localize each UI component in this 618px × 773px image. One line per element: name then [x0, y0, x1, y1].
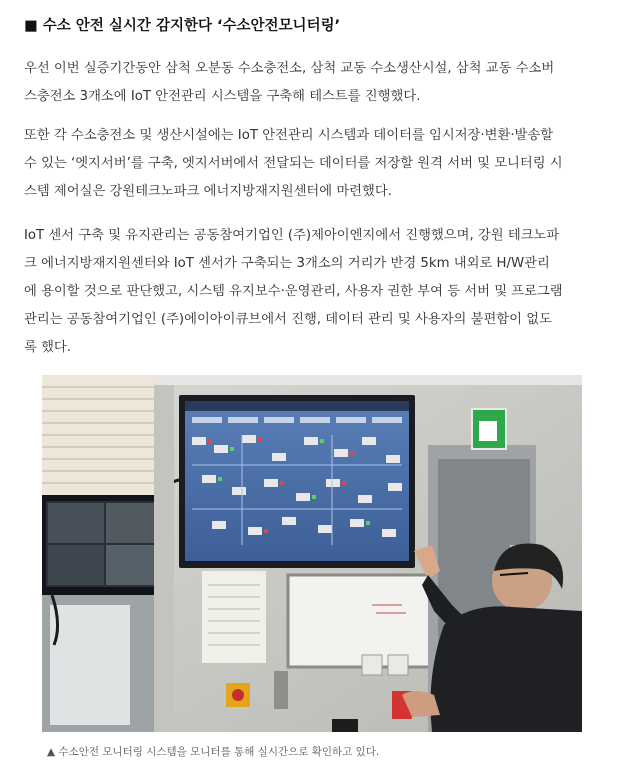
paragraph-line: 록 했다.: [24, 340, 71, 355]
paragraph-line: 에 용이할 것으로 판단했고, 시스템 유지보수·운영관리, 사용자 권한 부여 등 서버 및 프로그램: [24, 284, 563, 299]
paragraph-line: 관리는 공동참여기업인 (주)에이아이큐브에서 진행, 데이터 관리 및 사용자의 불편함이 없도: [24, 312, 552, 327]
paragraph-line: IoT 센서 구축 및 유지관리는 공동참여기업인 (주)제아이엔지에서 진행했으며, 강원 테크노파: [24, 228, 560, 243]
paragraph-line: 크 에너지방재지원센터와 IoT 센서가 구축되는 3개소의 거리가 반경 5km 내외로 H/W관리: [24, 256, 550, 271]
article-photo: [42, 375, 582, 732]
paragraph-line: 스템 제어실은 강원테크노파크 에너지방재지원센터에 마련했다.: [24, 184, 392, 199]
photo-caption: ▲ 수소안전 모니터링 시스템을 모니터를 통해 실시간으로 확인하고 있다.: [47, 746, 380, 758]
paragraph-line: 스충전소 3개소에 IoT 안전관리 시스템을 구축해 테스트를 진행했다.: [24, 89, 421, 104]
paragraph-line: 또한 각 수소충전소 및 생산시설에는 IoT 안전관리 시스템과 데이터를 임시저장·변환·발송할: [24, 128, 554, 143]
paragraph: [24, 55, 596, 111]
section-heading: ■ 수소 안전 실시간 감지한다 ‘수소안전모니터링’: [24, 18, 341, 34]
paragraph-line: 수 있는 ‘엣지서버’를 구축, 엣지서버에서 전달되는 데이터를 저장할 원격 서버 및 모니터링 시: [24, 156, 563, 171]
paragraph-line: 우선 이번 실증기간동안 삼척 오분동 수소충전소, 삼척 교동 수소생산시설, 삼척 교동 수소버: [24, 61, 555, 76]
paragraph: [24, 222, 596, 362]
paragraph: [24, 122, 596, 206]
